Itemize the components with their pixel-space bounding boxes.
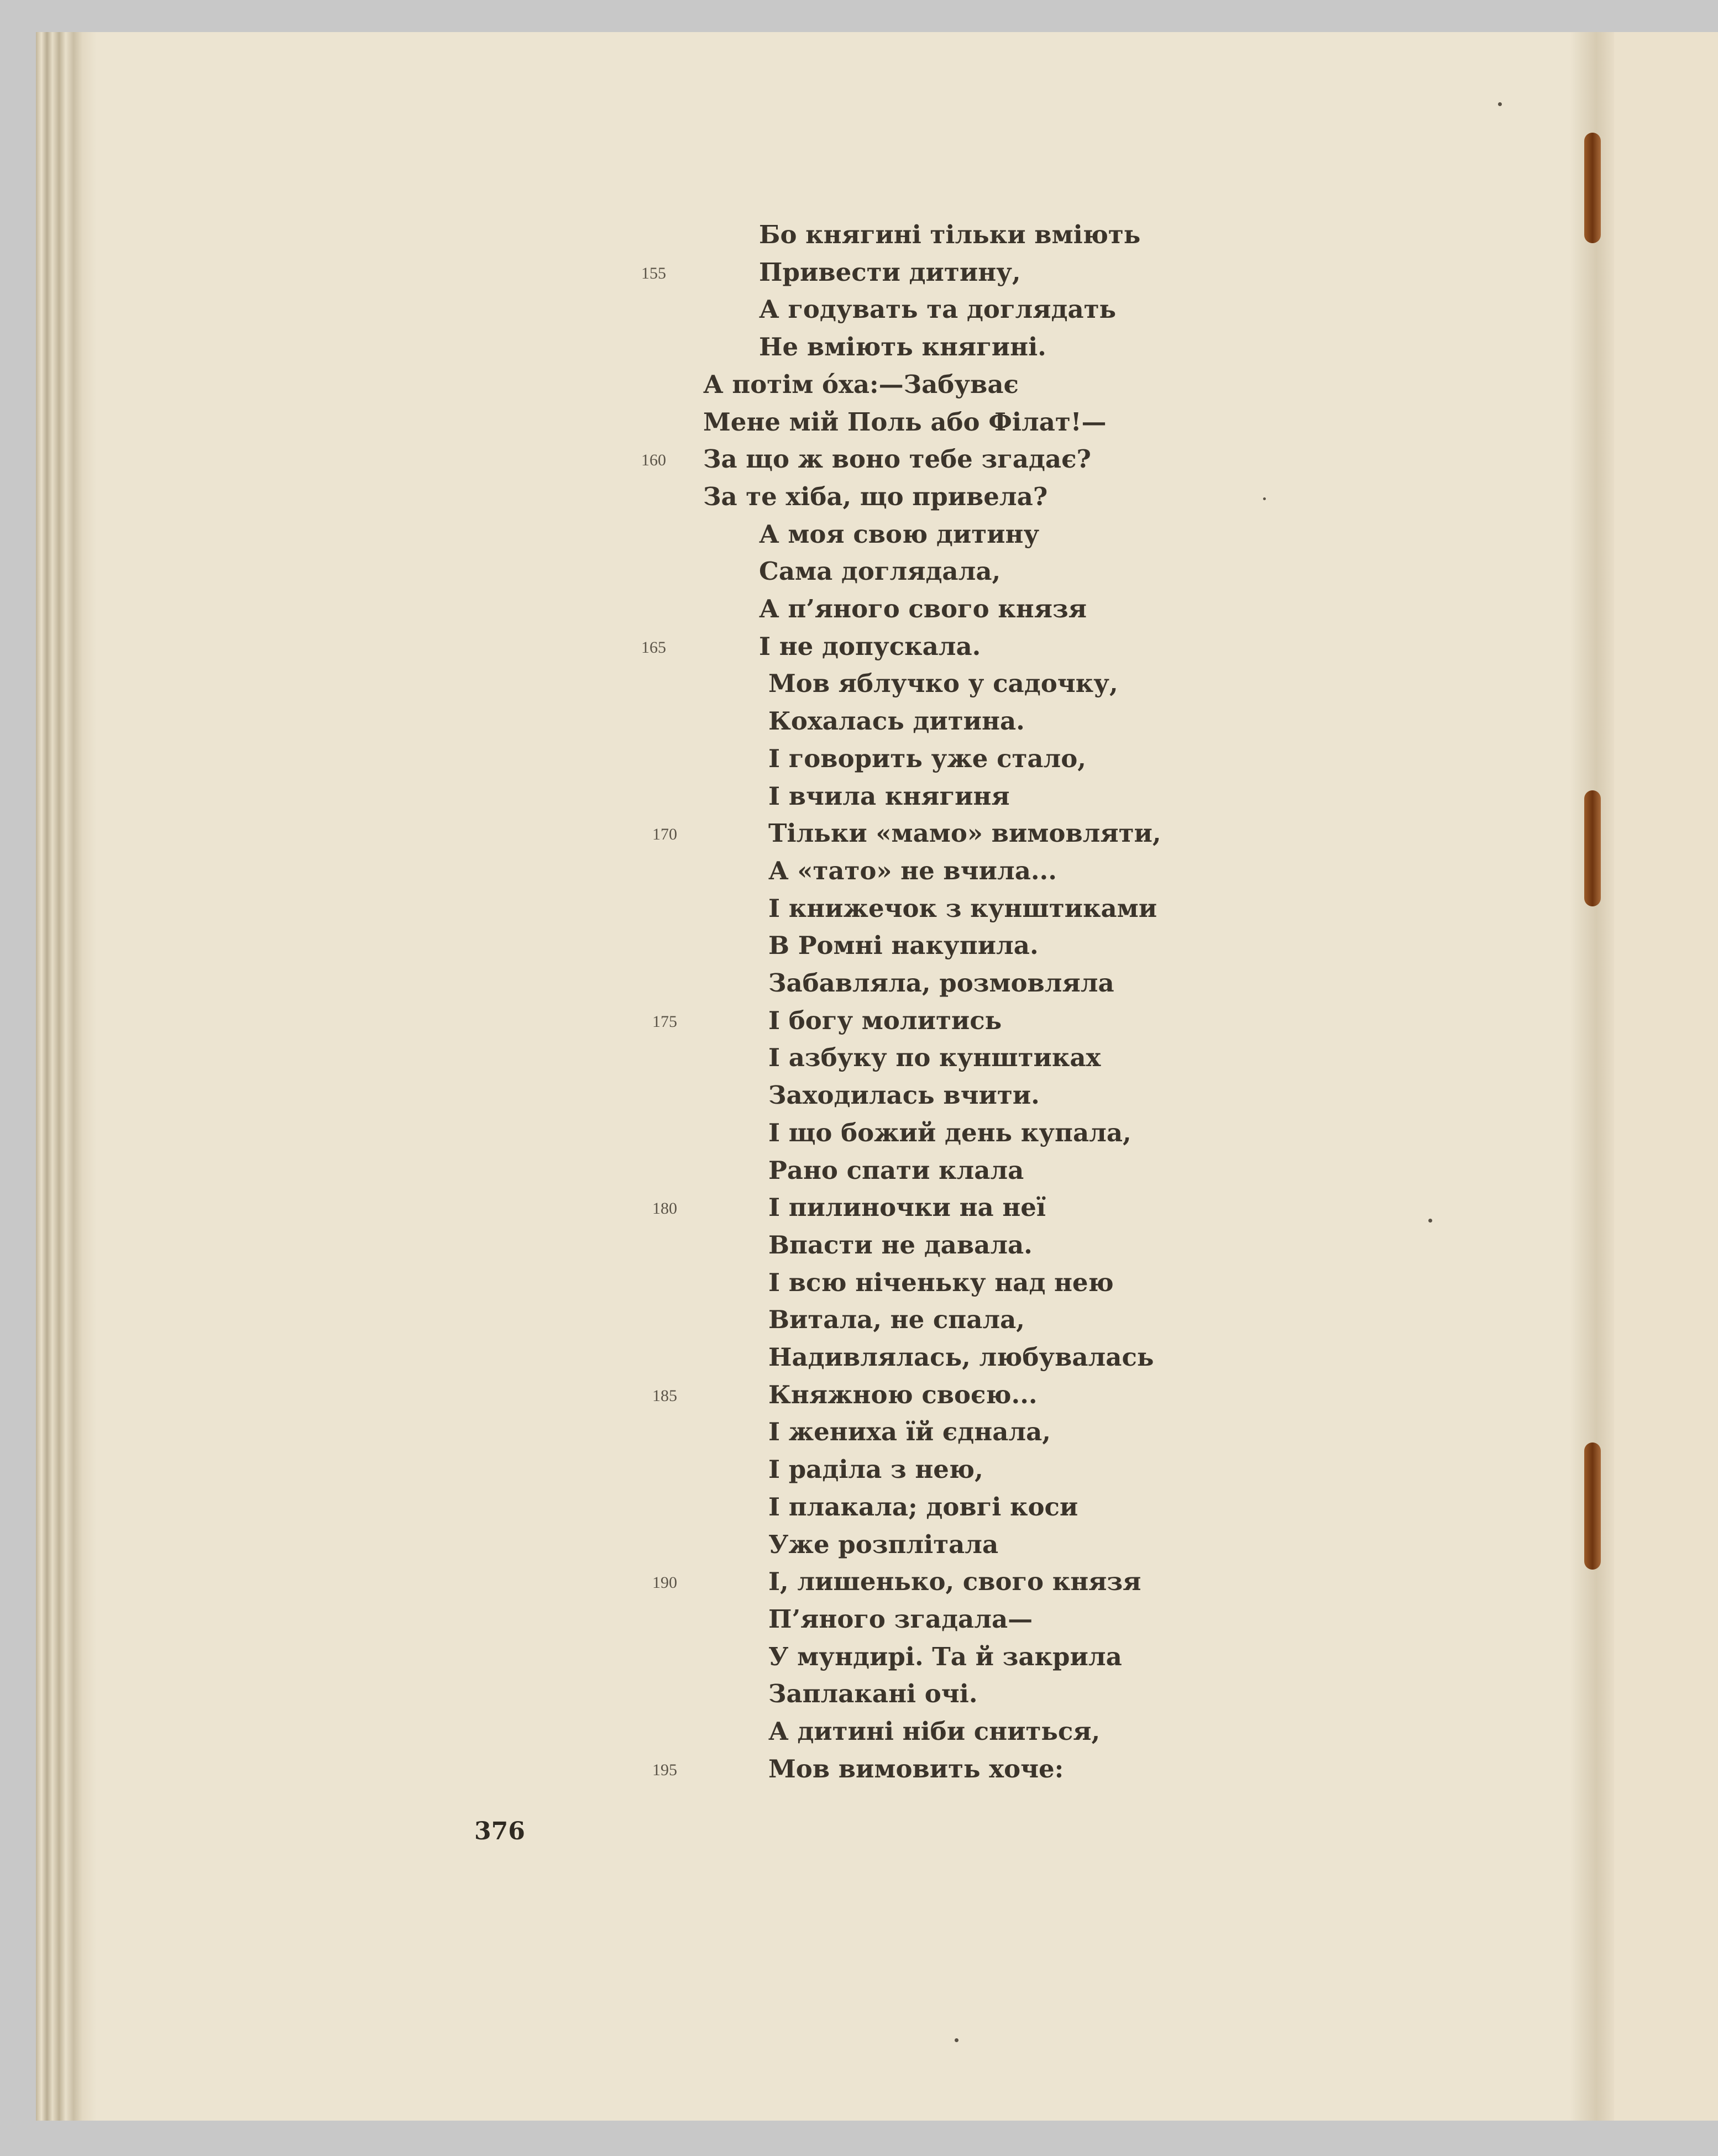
poem-line: Витала, не спала, — [768, 1305, 1025, 1335]
line-number: 160 — [641, 451, 666, 470]
poem-line: За те хіба, що привела? — [703, 481, 1048, 511]
poem-line: П’яного згадала— — [768, 1604, 1033, 1634]
poem-line: А годувать та доглядать — [759, 295, 1117, 324]
poem-line: І вчила княгиня — [768, 781, 1010, 811]
line-number: 185 — [652, 1386, 677, 1405]
poem-line: Не вміють княгині. — [759, 332, 1046, 362]
poem-line: І плакала; довгі коси — [768, 1492, 1078, 1522]
poem-line: І жениха їй єднала, — [768, 1417, 1051, 1447]
poem-line: І пилиночки на неї — [768, 1193, 1046, 1223]
rust-stain — [1584, 1442, 1601, 1570]
poem-line: В Ромні накупила. — [768, 931, 1039, 961]
page-fold-shadow — [1570, 32, 1614, 2121]
poem-line: Рано спати клала — [768, 1155, 1024, 1185]
ink-speck — [1498, 102, 1502, 106]
page-spine-edge — [36, 32, 97, 2121]
poem-line: І всю ніченьку над нею — [768, 1267, 1114, 1297]
line-number: 175 — [652, 1012, 677, 1031]
poem-line: І азбуку по кунштиках — [768, 1043, 1101, 1073]
poem-line: Мов яблучко у садочку, — [768, 669, 1118, 699]
rust-stain — [1584, 790, 1601, 906]
poem-line: І богу молитись — [768, 1005, 1002, 1035]
poem-line: Бо княгині тільки вміють — [759, 220, 1141, 249]
poem-line: Уже розплітала — [768, 1529, 999, 1559]
line-number: 180 — [652, 1199, 677, 1218]
page-number: 376 — [474, 1817, 525, 1845]
line-number: 165 — [641, 638, 666, 657]
poem-line: І говорить уже стало, — [768, 743, 1086, 773]
poem-line: І не допускала. — [759, 631, 981, 661]
poem-line: У мундирі. Та й закрила — [768, 1641, 1122, 1671]
poem-line: І що божий день купала, — [768, 1118, 1132, 1147]
poem-line: Впасти не давала. — [768, 1230, 1033, 1260]
poem-line: А дитині ніби сниться, — [768, 1717, 1101, 1746]
line-number: 155 — [641, 264, 666, 282]
line-number: 170 — [652, 825, 677, 844]
poem-line: А потім óха:—Забуває — [703, 369, 1019, 399]
poem-line: Привести дитину, — [759, 257, 1021, 287]
line-number: 195 — [652, 1760, 677, 1779]
poem-line: Мов вимовить хоче: — [768, 1754, 1064, 1783]
poem-line: Тільки «мамо» вимовляти, — [768, 819, 1161, 848]
poem-line: Сама доглядала, — [759, 557, 1001, 586]
poem-line: І, лишенько, свого князя — [768, 1567, 1141, 1597]
poem-line: І книжечок з кунштиками — [768, 893, 1157, 923]
rust-stain — [1584, 133, 1601, 243]
poem-line: Заплакані очі. — [768, 1679, 978, 1709]
line-number: 190 — [652, 1573, 677, 1592]
poem-line: Мене мій Поль або Філат!— — [703, 407, 1107, 437]
ink-speck — [955, 2038, 958, 2042]
poem-line: А «тато» не вчила... — [768, 856, 1057, 885]
poem-line: Кохалась дитина. — [768, 706, 1025, 736]
poem-line: А п’яного свого князя — [759, 594, 1087, 623]
ink-speck — [1428, 1219, 1432, 1223]
poem-line: А моя свою дитину — [759, 519, 1040, 549]
poem-line: За що ж воно тебе згадає? — [703, 444, 1091, 474]
poem-line: Заходилась вчити. — [768, 1080, 1040, 1110]
poem-line: Забавляла, розмовляла — [768, 968, 1114, 998]
facing-page-strip — [1600, 32, 1718, 2121]
poem-line: І раділа з нею, — [768, 1455, 983, 1484]
poem-line: Надивлялась, любувалась — [768, 1342, 1154, 1372]
poem-line: Княжною своєю... — [768, 1379, 1038, 1409]
ink-speck — [1263, 497, 1266, 500]
